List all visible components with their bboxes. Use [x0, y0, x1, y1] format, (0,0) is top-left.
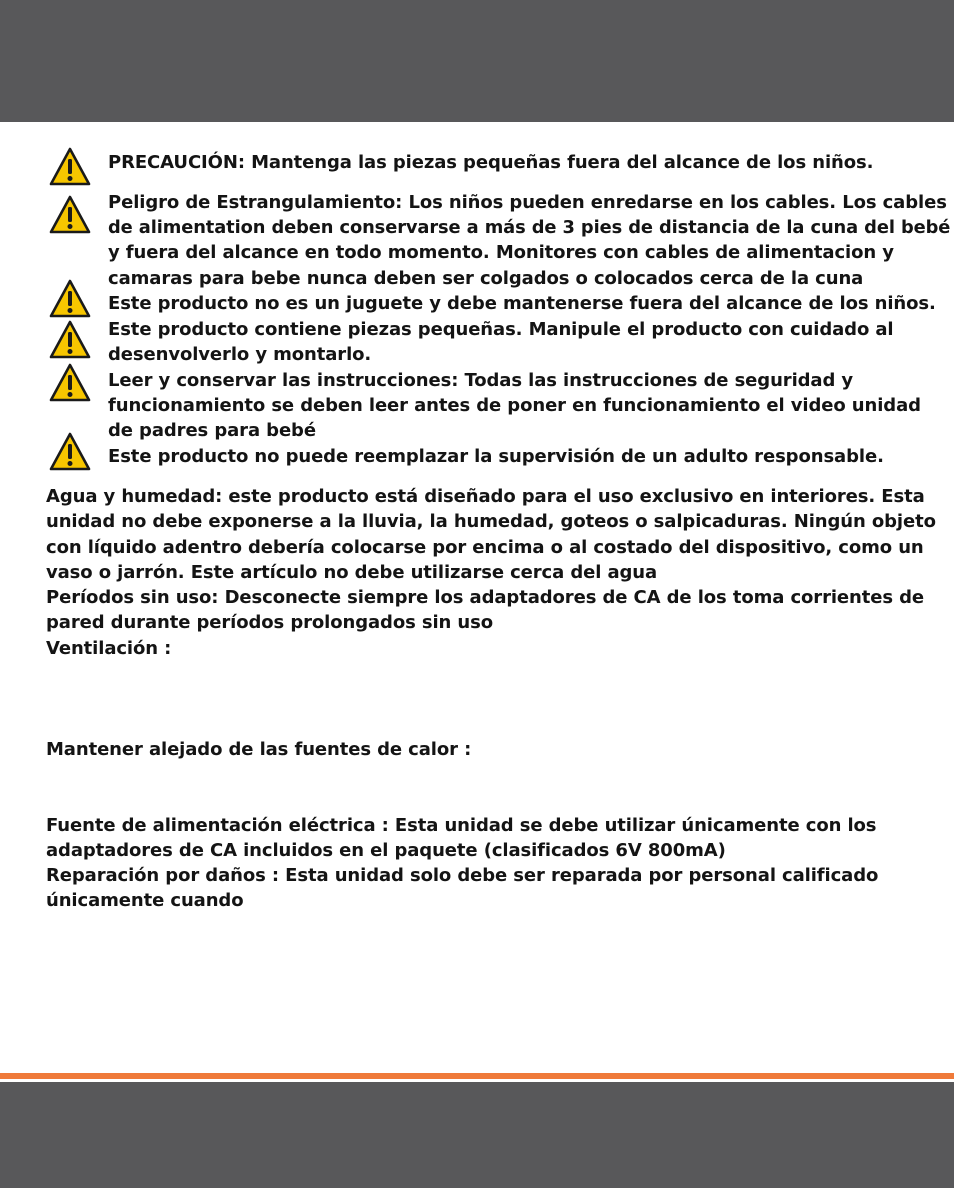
ventilation-heading: Ventilación : — [46, 638, 172, 659]
warning-triangle-icon — [49, 320, 91, 360]
water-humidity-line: con líquido adentro debería colocarse por encima o al costado del dispositivo, como un — [46, 537, 924, 558]
warning-triangle-icon — [49, 432, 91, 472]
power-source-line: adaptadores de CA incluidos en el paquete (clasificados 6V 800mA) — [46, 840, 726, 861]
warning-not-toy: Este producto no es un juguete y debe mantenerse fuera del alcance de los niños. — [108, 293, 936, 314]
warning-instructions-line: Leer y conservar las instrucciones: Todas las instrucciones de seguridad y — [108, 370, 854, 391]
warning-instructions-line: funcionamiento se deben leer antes de poner en funcionamiento el video unidad — [108, 395, 921, 416]
warning-handle-care-line: desenvolverlo y montarlo. — [108, 344, 372, 365]
warning-small-parts: PRECAUCIÓN: Mantenga las piezas pequeñas fuera del alcance de los niños. — [108, 152, 874, 173]
heat-sources-heading: Mantener alejado de las fuentes de calor : — [46, 739, 472, 760]
warning-instructions-line: de padres para bebé — [108, 420, 316, 441]
water-humidity-line: vaso o jarrón. Este artículo no debe utilizarse cerca del agua — [46, 562, 658, 583]
damage-repair-line: Reparación por daños : Esta unidad solo debe ser reparada por personal calificado — [46, 865, 879, 886]
damage-repair-line: únicamente cuando — [46, 890, 244, 911]
warning-triangle-icon — [49, 279, 91, 319]
warning-handle-care-line: Este producto contiene piezas pequeñas. Manipule el producto con cuidado al — [108, 319, 894, 340]
warning-strangulation-line: Peligro de Estrangulamiento: Los niños pueden enredarse en los cables. Los cables — [108, 192, 947, 213]
warning-strangulation-line: camaras para bebe nunca deben ser colgados o colocados cerca de la cuna — [108, 268, 864, 289]
warning-strangulation-line: de alimentation deben conservarse a más de 3 pies de distancia de la cuna del bebé — [108, 217, 951, 238]
header-band — [0, 0, 954, 122]
unused-periods-line: Períodos sin uso: Desconecte siempre los adaptadores de CA de los toma corrientes de — [46, 587, 925, 608]
power-source-line: Fuente de alimentación eléctrica : Esta unidad se debe utilizar únicamente con los — [46, 815, 877, 836]
warning-strangulation-line: y fuera del alcance en todo momento. Monitores con cables de alimentacion y — [108, 242, 894, 263]
warning-triangle-icon — [49, 363, 91, 403]
warning-triangle-icon — [49, 195, 91, 235]
warning-supervision: Este producto no puede reemplazar la supervisión de un adulto responsable. — [108, 446, 884, 467]
footer-accent-rule — [0, 1073, 954, 1079]
warning-triangle-icon — [49, 147, 91, 187]
water-humidity-line: unidad no debe exponerse a la lluvia, la humedad, goteos o salpicaduras. Ningún objeto — [46, 511, 936, 532]
water-humidity-line: Agua y humedad: este producto está diseñado para el uso exclusivo en interiores. Esta — [46, 486, 925, 507]
footer-band — [0, 1082, 954, 1188]
unused-periods-line: pared durante períodos prolongados sin uso — [46, 612, 494, 633]
